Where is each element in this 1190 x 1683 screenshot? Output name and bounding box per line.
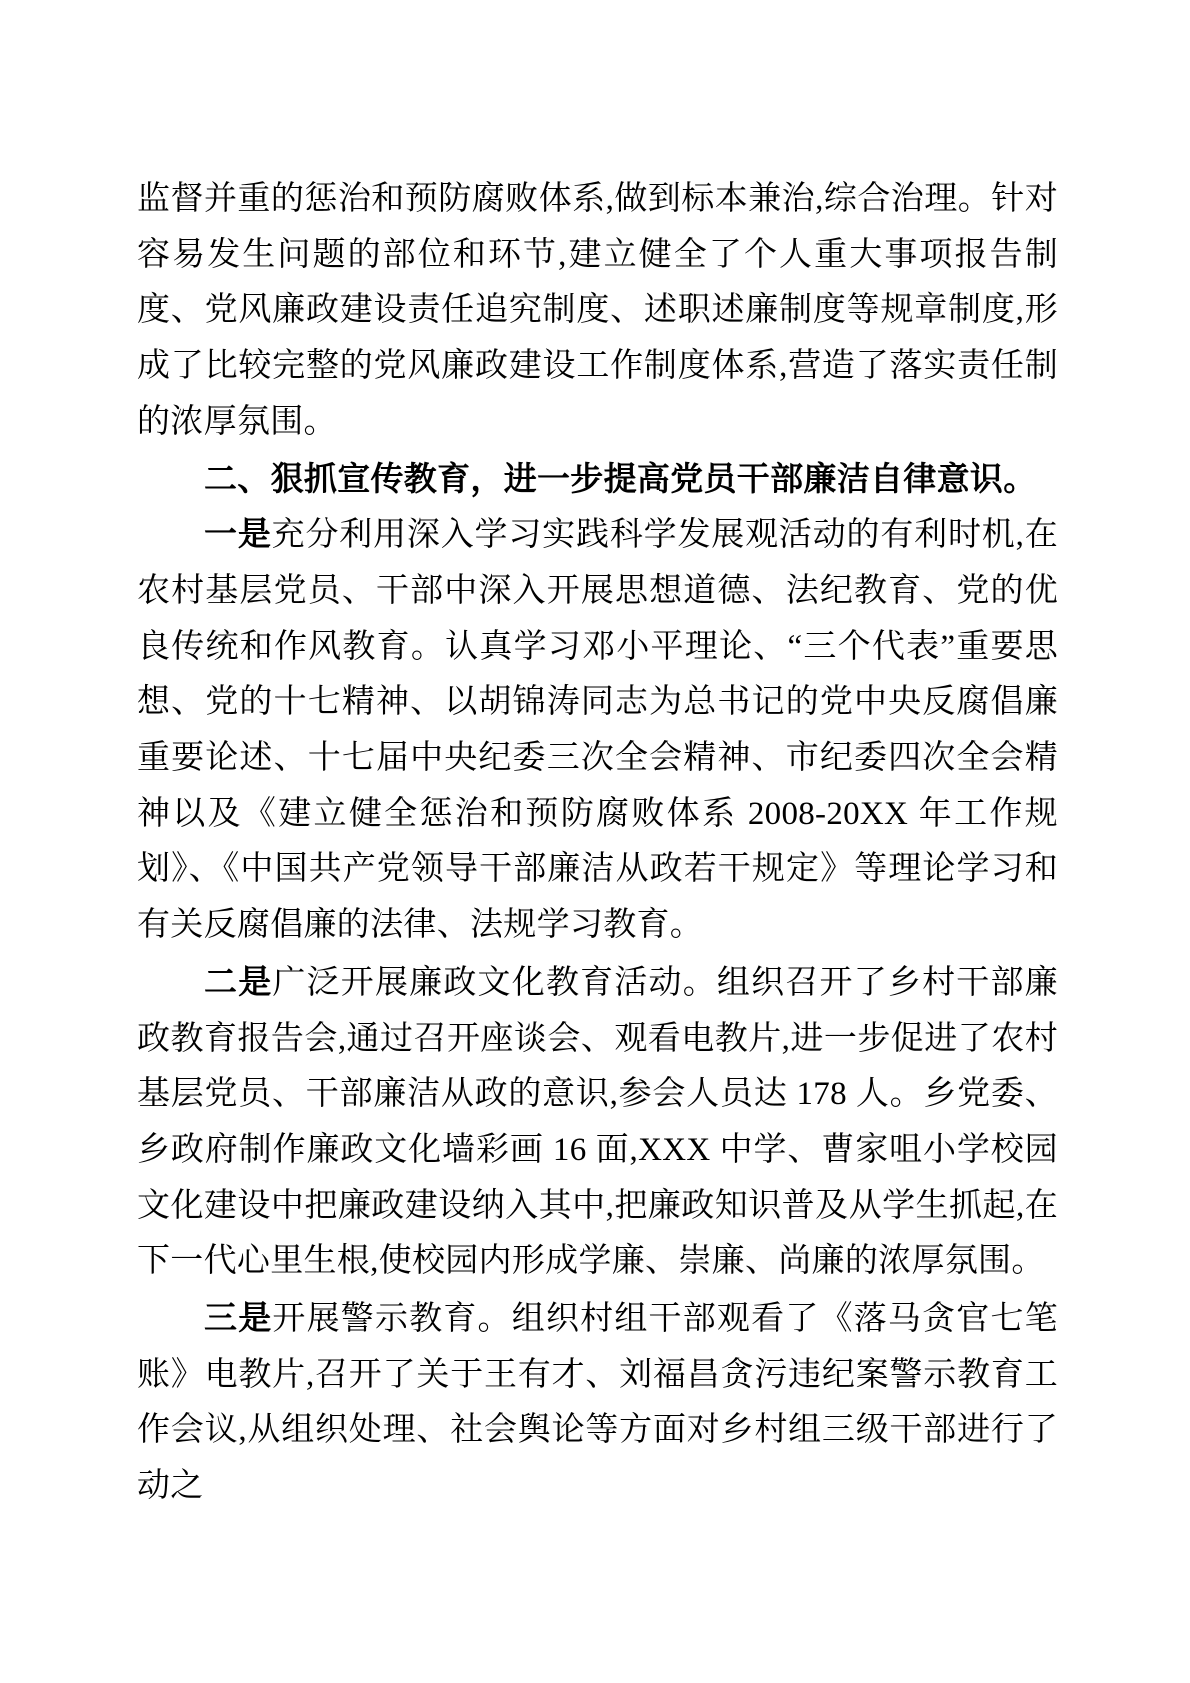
paragraph-text: 广泛开展廉政文化教育活动。组织召开了乡村干部廉政教育报告会,通过召开座谈会、观看电教片,进一步促进了农村基层党员、干部廉洁从政的意识,参会人员达 178 人。乡党委、乡政府制作廉政文化墙彩画 16 面,XXX 中学、曹家咀小学校园文化建设中把廉政建设纳入其中,把廉政知识普及从学生抓起,在下一代心里生根,使校园内形成学廉、崇廉、尚廉的浓厚氛围。 (137, 964, 1058, 1280)
paragraph-text: 充分利用深入学习实践科学发展观活动的有利时机,在农村基层党员、干部中深入开展思想道德、法纪教育、党的优良传统和作风教育。认真学习邓小平理论、“三个代表”重要思想、党的十七精神、以胡锦涛同志为总书记的党中央反腐倡廉重要论述、十七届中央纪委三次全会精神、市纪委四次全会精神以及《建立健全惩治和预防腐败体系 2008-20XX 年工作规划》、《中国共产党领导干部廉洁从政若干规定》等理论学习和有关反腐倡廉的法律、法规学习教育。 (137, 517, 1058, 944)
paragraph-lead-in: 一是 (204, 515, 272, 553)
section-heading (137, 451, 1058, 507)
paragraph-item-1 (137, 506, 1058, 954)
document-text-block (137, 172, 1058, 1515)
paragraph-lead-in: 二是 (204, 962, 273, 1000)
paragraph-lead-in: 三是 (204, 1299, 273, 1337)
paragraph-item-2 (137, 954, 1058, 1290)
paragraph-continuation (137, 172, 1058, 451)
section-heading-text: 二、狠抓宣传教育，进一步提高党员干部廉洁自律意识。 (204, 459, 1037, 497)
paragraph-text: 开展警示教育。组织村组干部观看了《落马贪官七笔账》电教片,召开了关于王有才、刘福昌贪污违纪案警示教育工作会议,从组织处理、社会舆论等方面对乡村组三级干部进行了动之 (137, 1301, 1058, 1505)
paragraph-item-3 (137, 1290, 1058, 1515)
paragraph-text: 监督并重的惩治和预防腐败体系,做到标本兼治,综合治理。针对容易发生问题的部位和环节,建立健全了个人重大事项报告制度、党风廉政建设责任追究制度、述职述廉制度等规章制度,形成了比较完整的党风廉政建设工作制度体系,营造了落实责任制的浓厚氛围。 (137, 181, 1058, 440)
